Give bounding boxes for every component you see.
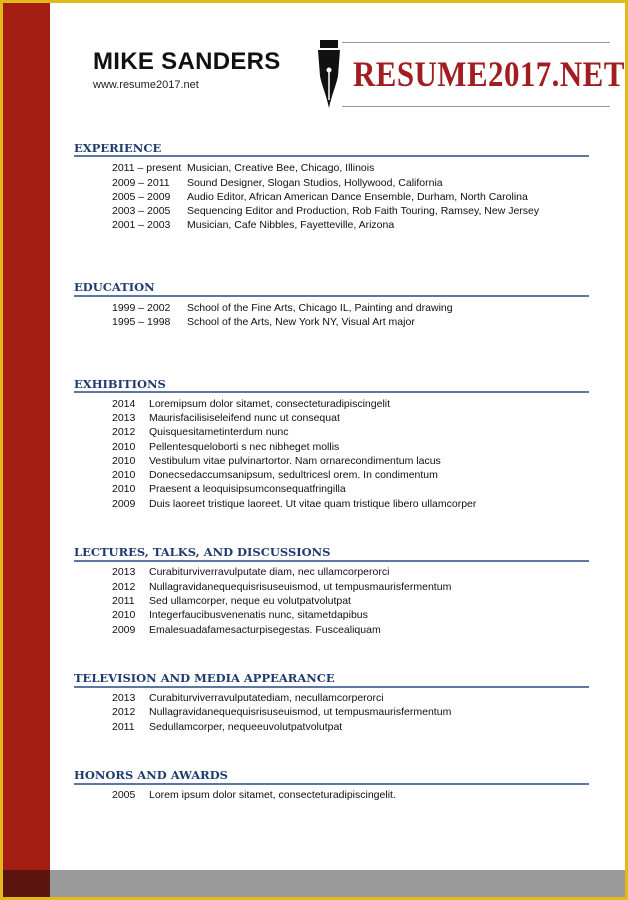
entry-date: 2013 [112,412,136,424]
entry-detail: Integerfaucibusvenenatis nunc, sitametdapibus [149,609,368,621]
entry-date: 2009 [112,498,136,510]
section-rule [74,560,589,562]
exhibition-entry [112,455,441,467]
section-rule [74,686,589,688]
section-title-education: EDUCATION [74,280,155,294]
education-entry [112,302,453,314]
experience-entry [112,191,528,203]
entry-date: 2010 [112,483,136,495]
entry-date: 1995 – 1998 [112,316,171,328]
entry-detail: School of the Arts, New York NY, Visual Art major [187,316,415,328]
lecture-entry [112,566,389,578]
exhibition-entry [112,483,346,495]
entry-detail: Musician, Cafe Nibbles, Fayetteville, Arizona [187,219,395,231]
entry-date: 2009 – 2011 [112,177,170,189]
section-title-lectures: LECTURES, TALKS, AND DISCUSSIONS [74,545,331,559]
section-title-honors: HONORS AND AWARDS [74,768,228,782]
experience-entry [112,219,394,231]
lecture-entry [112,581,451,593]
entry-detail: Musician, Creative Bee, Chicago, Illinois [187,162,375,174]
exhibition-entry [112,412,340,424]
lecture-entry [112,595,351,607]
entry-detail: Emalesuadafamesacturpisegestas. Fuscealiquam [149,624,381,636]
entry-detail: School of the Fine Arts, Chicago IL, Painting and drawing [187,302,453,314]
entry-date: 2012 [112,706,136,718]
entry-detail: Maurisfacilisiseleifend nunc ut consequat [149,412,340,424]
lecture-entry [112,624,381,636]
side-accent-bar [3,3,50,870]
section-title-experience: EXPERIENCE [74,141,162,155]
lecture-entry [112,609,368,621]
entry-date: 2010 [112,455,136,467]
entry-date: 2011 [112,595,135,607]
entry-date: 2011 – present [112,162,182,174]
section-rule [74,295,589,297]
entry-detail: Praesent a leoquisipsumconsequatfringilla [149,483,346,495]
entry-detail: Vestibulum vitae pulvinartortor. Nam ornarecondimentum lacus [149,455,441,467]
exhibition-entry [112,441,339,453]
section-rule [74,783,589,785]
entry-detail: Curabiturviverravulputatediam, necullamcorperorci [149,692,384,704]
honor-entry [112,789,396,801]
entry-date: 2013 [112,566,136,578]
entry-date: 1999 – 2002 [112,302,171,314]
entry-detail: Lorem ipsum dolor sitamet, consecteturadipiscingelit. [149,789,396,801]
television-entry [112,692,384,704]
fountain-pen-icon [314,40,344,110]
experience-entry [112,177,443,189]
brand-logo-text: RESUME2017.NET [353,54,625,94]
exhibition-entry [112,426,289,438]
entry-date: 2010 [112,441,136,453]
entry-detail: Loremipsum dolor sitamet, consecteturadipiscingelit [149,398,391,410]
entry-detail: Pellentesqueloborti s nec nibheget mollis [149,441,340,453]
entry-date: 2009 [112,624,136,636]
exhibition-entry [112,398,390,410]
section-title-television: TELEVISION AND MEDIA APPEARANCE [74,671,335,685]
logo-top-rule [342,42,610,43]
experience-entry [112,205,539,217]
entry-date: 2010 [112,469,136,481]
education-entry [112,316,415,328]
entry-date: 2013 [112,692,136,704]
footer-bar [50,870,625,897]
entry-detail: Audio Editor, African American Dance Ensemble, Durham, North Carolina [187,191,528,203]
side-accent-bar-footer [3,870,50,897]
logo-bottom-rule [342,106,610,107]
entry-detail: Sed ullamcorper, neque eu volutpatvolutpat [149,595,351,607]
entry-date: 2012 [112,426,136,438]
television-entry [112,706,451,718]
entry-date: 2012 [112,581,136,593]
entry-date: 2003 – 2005 [112,205,171,217]
section-rule [74,391,589,393]
exhibition-entry [112,498,476,510]
section-title-exhibitions: EXHIBITIONS [74,377,166,391]
entry-detail: Duis laoreet tristique laoreet. Ut vitae quam tristique libero ullamcorper [149,498,477,510]
section-rule [74,155,589,157]
candidate-name: MIKE SANDERS [93,48,281,75]
television-entry [112,721,342,733]
exhibition-entry [112,469,438,481]
entry-detail: Curabiturviverravulputate diam, nec ullamcorperorci [149,566,390,578]
entry-detail: Nullagravidanequequisrisuseuismod, ut tempusmaurisfermentum [149,706,452,718]
entry-date: 2001 – 2003 [112,219,171,231]
entry-date: 2014 [112,398,136,410]
entry-detail: Quisquesitametinterdum nunc [149,426,289,438]
experience-entry [112,162,374,174]
entry-detail: Sound Designer, Slogan Studios, Hollywood, California [187,177,443,189]
entry-date: 2005 [112,789,136,801]
entry-detail: Donecsedaccumsanipsum, sedultricesl orem. In condimentum [149,469,438,481]
entry-date: 2005 – 2009 [112,191,171,203]
candidate-website: www.resume2017.net [93,79,199,91]
entry-date: 2010 [112,609,136,621]
entry-detail: Nullagravidanequequisrisuseuismod, ut tempusmaurisfermentum [149,581,452,593]
entry-date: 2011 [112,721,135,733]
entry-detail: Sequencing Editor and Production, Rob Faith Touring, Ramsey, New Jersey [187,205,540,217]
entry-detail: Sedullamcorper, nequeeuvolutpatvolutpat [149,721,343,733]
